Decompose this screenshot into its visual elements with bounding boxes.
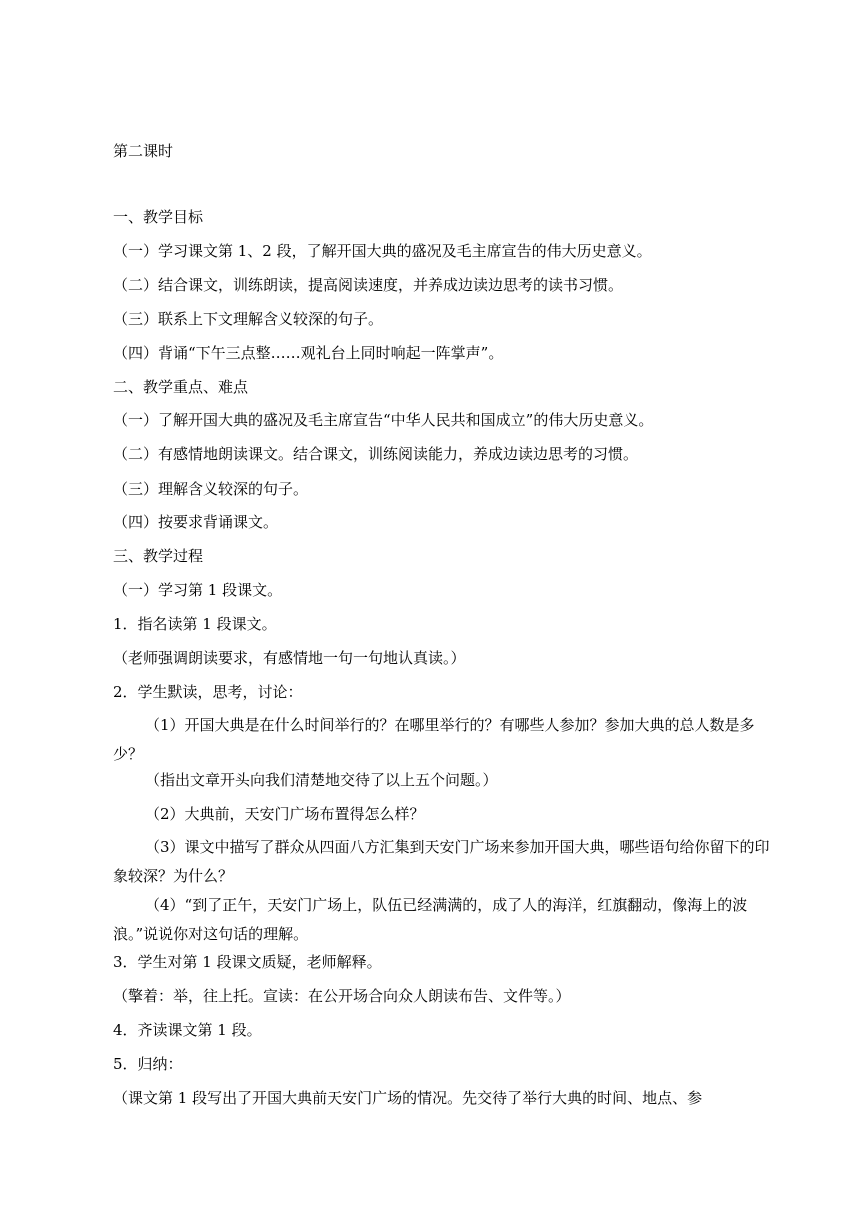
section-heading-goals: 一、教学目标 [113, 208, 204, 226]
process-step-2: 2．学生默读，思考，讨论： [113, 683, 303, 701]
question-3: （3）课文中描写了群众从四面八方汇集到天安门广场来参加开国大典，哪些语句给你留下的印象较深？为什么？ [113, 838, 770, 885]
process-step-5: 5．归纳： [113, 1055, 183, 1073]
summary-text: （课文第 1 段写出了开国大典前天安门广场的情况。先交待了举行大典的时间、地点、参 [113, 1089, 703, 1107]
section-heading-key-points: 二、教学重点、难点 [113, 378, 249, 396]
goal-item-2: （二）结合课文，训练朗读，提高阅读速度，并养成边读边思考的读书习惯。 [113, 276, 624, 294]
goal-item-3: （三）联系上下文理解含义较深的句子。 [113, 310, 384, 328]
key-point-4: （四）按要求背诵课文。 [113, 513, 279, 531]
question-1-note: （指出文章开头向我们清楚地交待了以上五个问题。） [145, 771, 498, 789]
process-step-3-note: （擎着：举，往上托。宣读：在公开场合向众人朗读布告、文件等。） [113, 987, 571, 1005]
process-step-3: 3．学生对第 1 段课文质疑，老师解释。 [113, 953, 382, 971]
process-step-heading: （一）学习第 1 段课文。 [113, 581, 283, 599]
goal-item-1: （一）学习课文第 1、2 段，了解开国大典的盛况及毛主席宣告的伟大历史意义。 [113, 242, 652, 260]
key-point-1: （一）了解开国大典的盛况及毛主席宣告“中华人民共和国成立”的伟大历史意义。 [113, 411, 654, 429]
question-2: （2）大典前，天安门广场布置得怎么样？ [145, 805, 425, 823]
process-step-4: 4．齐读课文第 1 段。 [113, 1021, 262, 1039]
key-point-2: （二）有感情地朗读课文。结合课文，训练阅读能力，养成边读边思考的习惯。 [113, 445, 639, 463]
question-4: （4）“到了正午，天安门广场上，队伍已经满满的，成了人的海洋，红旗翻动，像海上的波浪。”说说你对这句话的理解。 [113, 896, 748, 943]
question-1: （1）开国大典是在什么时间举行的？在哪里举行的？有哪些人参加？参加大典的总人数是多少？ [113, 716, 755, 763]
key-point-3: （三）理解含义较深的句子。 [113, 480, 309, 498]
process-step-1-note: （老师强调朗读要求，有感情地一句一句地认真读。） [113, 649, 466, 667]
goal-item-4: （四）背诵“下午三点整……观礼台上同时响起一阵掌声”。 [113, 344, 504, 362]
lesson-title: 第二课时 [113, 142, 174, 160]
process-step-1: 1．指名读第 1 段课文。 [113, 615, 277, 633]
section-heading-process: 三、教学过程 [113, 547, 204, 565]
